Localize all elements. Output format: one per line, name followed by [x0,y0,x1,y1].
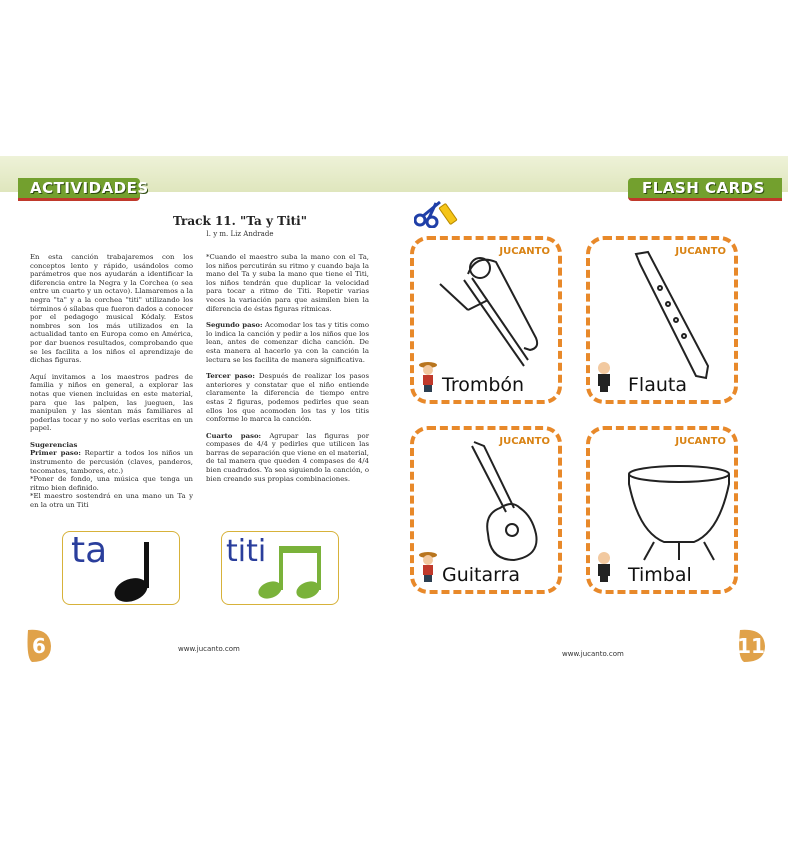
poner-fondo-text: *Poner de fondo, una música que tenga un ritmo bien definido. [30,475,193,492]
recorder-icon [630,248,720,388]
tercer-paso-text: Después de realizar los pasos anteriores y constatar que el niño entiende claramente la diferencia de tiempo entre estas 2 figuras, podemos pedirles que sean ellos los que acomoden los tas y los titis conforme lo marca la canción. [206,372,369,424]
maestro-text: *El maestro sostendrá en una mano un Ta y en la otra un Titi [30,492,193,510]
track-author: l. y m. Liz Andrade [206,230,274,238]
track-title: Track 11. "Ta y Titi" [173,214,307,228]
footer-url-right[interactable]: www.jucanto.com [562,650,624,658]
left-column [30,253,193,510]
trombone-icon [428,250,548,370]
jucanto-logo: JUCANTO [499,436,550,447]
timpani-icon [624,462,734,562]
jucanto-logo: JUCANTO [675,246,726,257]
flash-card-trombone [410,236,562,404]
quarter-note-icon [109,540,169,602]
eighth-notes-icon [256,544,336,602]
page-number-right: 11 [737,634,765,658]
ta-label: ta [71,530,108,571]
intro-paragraph: En esta canción trabajaremos con los conceptos lento y rápido, usándolos como parámetros que nos ayudarán a identificar la diferencia entre la Negra y la Corchea (o sea entre un cuarto y un octavo). Llamaremos a la negra "ta" y a la corchea "titi" utilizando los términos ó sílabas que fueron dados a conocer por el pedagogo musical Kódaly. Estos nombres son los más utilizados en la actualidad tanto en Europa como en América, por dar buenos resultados, comprobando que se les facilita a los niños el aprendizaje de dichas figuras. [30,253,194,365]
flash-cards-tab: FLASH CARDS [628,178,782,201]
ta-card [62,531,180,605]
card-label-guitar: Guitarra [442,564,521,586]
segundo-paso-label: Segundo paso: [206,321,263,330]
footer-url-left[interactable]: www.jucanto.com [178,645,240,653]
cuando-paragraph: *Cuando el maestro suba la mano con el Ta, los niños percutirán su ritmo y cuando baja la mano del Ta y suba la mano que tiene el Titi, los niños tendrán que duplicar la velocidad para tocar a ritmo de Titi. Repetir varias veces la variación para que asimilen bien la diferencia de éstas figuras rítmicas. [206,253,369,313]
jucanto-logo: JUCANTO [675,436,726,447]
guitar-icon [454,438,544,568]
titi-card [221,531,339,605]
flash-card-flute [586,236,738,404]
invite-paragraph: Aquí invitamos a los maestros padres de familia y niños en general, a explorar las notas que vienen incluidas en este material, para que las palpen, las jueguen, las manipulen y las sientan más familiares al poderlas tocar y no solo verlas escritas en un papel. [30,372,193,433]
primer-paso-label: Primer paso: [30,449,81,458]
segundo-paso-text: Acomodar los tas y titis como lo indica la canción y pedir a los niños que los lean, antes de comenzar dicha canción. De esta manera al hacerlo ya con la canción la lectura se les facilita de manera significativa. [206,321,369,364]
card-label-flute: Flauta [628,374,687,396]
child-conductor-icon [594,550,614,582]
card-label-timpani: Timbal [628,564,692,586]
actividades-tab: ACTIVIDADES [18,178,140,201]
cuarto-paso-text: Agrupar las figuras por compases de 4/4 y pedirles que utilicen las barras de separación que viene en el material, de tal manera que queden 4 compases de 4/4 bien cuadrados. Ya sea siguiendo la canción, o bien creando sus propias combinaciones. [206,431,369,483]
scissors-pencil-icon [414,200,466,228]
card-label-trombone: Trombón [442,374,525,396]
jucanto-logo: JUCANTO [499,246,550,257]
sugerencias-heading: Sugerencias [30,440,78,449]
flash-card-guitar [410,426,562,594]
flash-card-timpani [586,426,738,594]
middle-column [206,253,369,491]
child-cowboy-icon [418,550,438,582]
cuarto-paso-label: Cuarto paso: [206,431,262,440]
child-conductor-icon [594,360,614,392]
titi-label: titi [226,534,267,569]
primer-paso-text: Repartir a todos los niños un instrumento de percusión (claves, panderos, tecomates, tambores, etc.) [30,449,194,475]
tercer-paso-label: Tercer paso: [206,372,255,381]
page-number-left: 6 [32,634,46,658]
child-cowboy-icon [418,360,438,392]
